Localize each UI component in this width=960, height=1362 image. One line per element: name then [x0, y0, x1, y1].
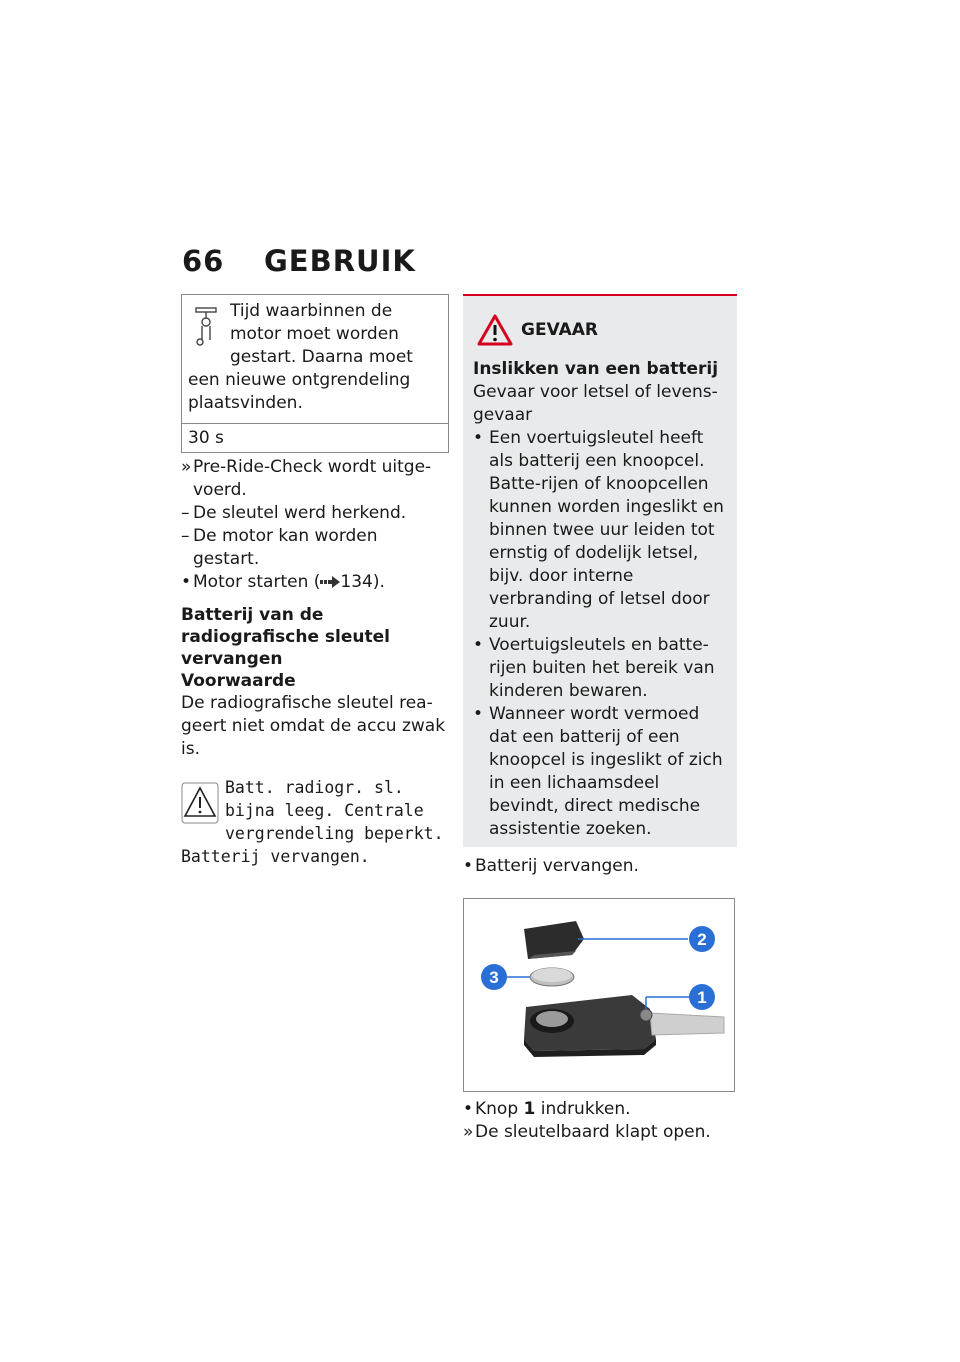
danger-triangle-icon — [477, 314, 513, 346]
left-column — [181, 294, 449, 868]
danger-bullet-2: • Voertuigsleutels en batte-rijen buiten het bereik van kinderen bewaren. — [473, 635, 715, 701]
svg-text:2: 2 — [697, 930, 707, 949]
page-header — [182, 244, 416, 278]
arrow-right-icon — [320, 576, 340, 588]
spec-description — [182, 295, 448, 423]
result-pre-ride-check: » Pre-Ride-Check wordt uitge- voerd. — [181, 457, 432, 500]
warning-triangle-icon — [181, 782, 219, 824]
key-illustration — [464, 899, 734, 1091]
step-replace-battery: • Batterij vervangen. — [463, 856, 639, 876]
danger-box — [463, 294, 737, 847]
key-blade — [650, 1013, 724, 1035]
callout-1 — [689, 984, 715, 1010]
release-button — [640, 1009, 652, 1021]
condition-text: De radiografische sleutel rea-geert niet omdat de accu zwak is. — [181, 693, 446, 759]
danger-title: GEVAAR — [473, 314, 727, 346]
danger-heading: Inslikken van een batterij — [473, 359, 719, 379]
svg-text:3: 3 — [489, 968, 499, 987]
section-title: GEBRUIK — [264, 244, 416, 278]
svg-text:1: 1 — [697, 988, 707, 1007]
subheading-condition: Voorwaarde — [181, 671, 296, 691]
spec-description-text: Tijd waarbinnen de motor moet worden gestart. Daarna moet een nieuwe ontgrendeling plaatsvinden. — [188, 301, 413, 413]
step-press-button: • Knop 1 indrukken. — [463, 1099, 631, 1119]
page-reference-link[interactable]: 134). — [340, 572, 385, 592]
spec-box — [181, 294, 449, 453]
display-message-text: Batt. radiogr. sl. bijna leeg. Centrale vergrendeling beperkt. Batterij vervangen. — [181, 778, 444, 866]
result-blade-opens: » De sleutelbaard klapt open. — [463, 1122, 711, 1142]
callout-2 — [689, 926, 715, 952]
right-column — [463, 294, 737, 1144]
callout-3 — [481, 964, 507, 990]
stopwatch-icon — [188, 304, 224, 348]
danger-bullet-1: • Een voertuigsleutel heeft als batterij een knoopcel. Batte-rijen of knoopcellen kunnen worden ingeslikt en binnen twee uur leiden tot ernstig of dodelijk letsel, bijv. door interne verbranding of letsel door zuur. — [473, 428, 724, 632]
danger-subtitle: Gevaar voor letsel of levens-gevaar — [473, 382, 718, 425]
display-message — [181, 776, 449, 868]
dash-item-key-recognized: – De sleutel werd herkend. — [181, 503, 407, 523]
key-figure — [463, 898, 735, 1092]
section-heading-battery: Batterij van de radiografische sleutel vervangen — [181, 605, 390, 669]
page-number: 66 — [182, 244, 225, 278]
dash-item-engine-start: – De motor kan worden gestart. — [181, 526, 378, 569]
spec-value: 30 s — [182, 423, 448, 452]
danger-bullet-3: • Wanneer wordt vermoed dat een batterij of een knoopcel is ingeslikt of zich in een lichaamsdeel bevindt, direct medische assistentie zoeken. — [473, 704, 723, 839]
button-number: 1 — [523, 1099, 536, 1119]
step-start-engine: • Motor starten ( 134). — [181, 572, 385, 592]
